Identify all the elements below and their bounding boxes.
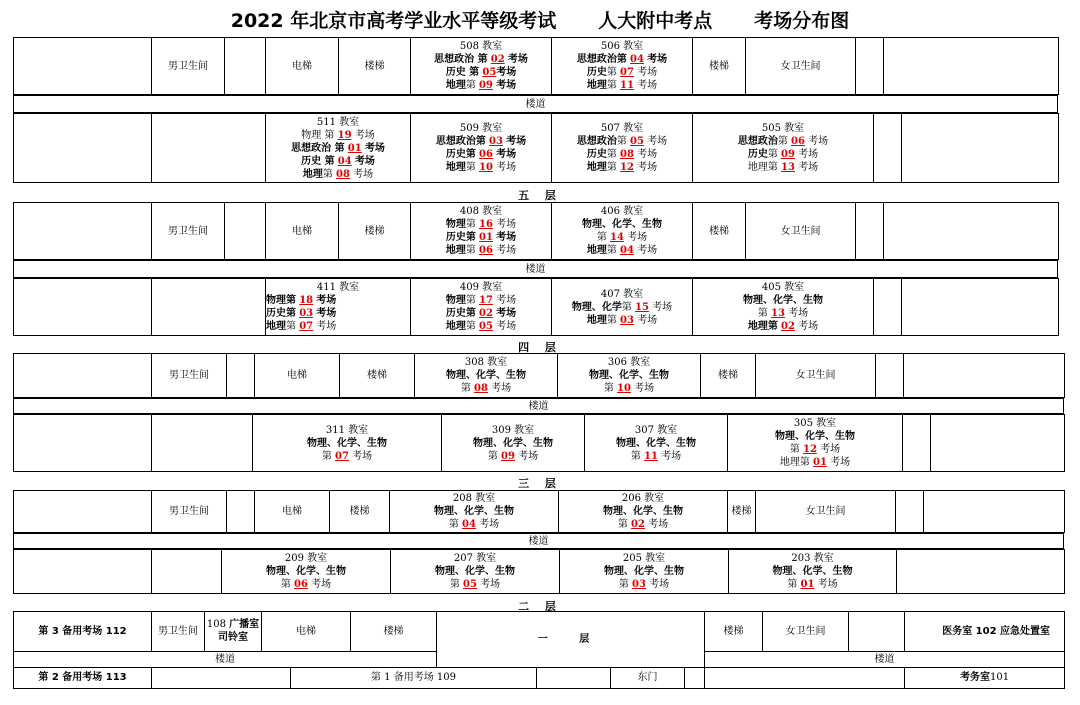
floor-4-label: 四 层 xyxy=(518,341,562,354)
room-406: 406 教室 物理、化学、生物 第 14 考场 地理第 04 考场 xyxy=(552,203,693,260)
floor-3-south-row xyxy=(13,414,1064,472)
corridor: 楼道 xyxy=(14,534,1064,549)
male-restroom: 男卫生间 xyxy=(152,203,225,260)
empty-cell xyxy=(225,203,266,260)
empty-cell xyxy=(152,667,291,688)
floor-5-north-row xyxy=(13,37,1058,95)
room-name: 307 教室 xyxy=(634,424,678,436)
empty-cell xyxy=(14,550,152,594)
floor-1-label: 一 层 xyxy=(437,612,705,668)
empty-cell xyxy=(152,114,266,183)
female-restroom: 女卫生间 xyxy=(756,354,876,398)
room-203: 203 教室 物理、化学、生物 第 01 考场 xyxy=(729,550,897,594)
room-108: 108 广播室 司铃室 xyxy=(205,612,262,652)
empty-cell xyxy=(849,612,905,652)
backup-exam-room-113: 第 2 备用考场 113 xyxy=(14,667,152,688)
corridor-west: 楼道 xyxy=(14,651,437,667)
room-name: 209 教室 xyxy=(284,553,328,564)
room-name: 205 教室 xyxy=(622,553,666,564)
room-507: 507 教室 思想政治第 05 考场 历史第 08 考场 地理第 12 考场 xyxy=(552,114,693,183)
exam-office-101: 考务室101 xyxy=(905,667,1065,688)
room-405: 405 教室 物理、化学、生物 第 13 考场 地理第 02 考场 xyxy=(693,279,874,336)
empty-cell xyxy=(884,203,1059,260)
room-name: 511 教室 xyxy=(316,116,360,128)
room-name: 406 教室 xyxy=(600,206,644,217)
room-name: 506 教室 xyxy=(600,41,644,52)
room-name: 207 教室 xyxy=(453,553,497,564)
elevator: 电梯 xyxy=(255,491,330,533)
female-restroom: 女卫生间 xyxy=(756,491,896,533)
empty-cell xyxy=(14,279,152,336)
room-name: 305 教室 xyxy=(793,418,837,429)
room-name: 407 教室 xyxy=(600,288,644,300)
room-408: 408 教室 物理第 16 考场 历史第 01 考场 地理第 06 考场 xyxy=(411,203,552,260)
empty-cell xyxy=(902,114,1059,183)
empty-cell xyxy=(537,667,611,688)
corridor: 楼道 xyxy=(14,96,1058,113)
room-508: 508 教室 思想政治 第 02 考场 历史 第 05考场 地理第 09 考场 xyxy=(411,38,552,95)
floor-2-label: 二 层 xyxy=(518,600,562,613)
room-409: 409 教室 物理第 17 考场 历史第 02 考场 地理第 05 考场 xyxy=(411,279,552,336)
empty-cell xyxy=(897,550,1065,594)
empty-cell xyxy=(14,38,152,95)
elevator: 电梯 xyxy=(266,38,339,95)
empty-cell xyxy=(924,491,1065,533)
empty-cell xyxy=(903,415,931,472)
floor-5-south-row xyxy=(13,113,1058,183)
floor-4-north-row xyxy=(13,202,1058,260)
empty-cell xyxy=(152,279,266,336)
empty-cell xyxy=(856,38,884,95)
stairs: 楼梯 xyxy=(339,203,411,260)
room-309: 309 教室 物理、化学、生物 第 09 考场 xyxy=(442,415,585,472)
empty-cell xyxy=(884,38,1059,95)
room-311: 311 教室 物理、化学、生物 第 07 考场 xyxy=(253,415,442,472)
room-name: 309 教室 xyxy=(491,424,535,436)
room-511: 511 教室 物理 第 19 考场 思想政治 第 01 考场 历史 第 04 考场 地理第 08 考场 xyxy=(266,114,411,183)
room-name: 306 教室 xyxy=(607,357,651,368)
empty-cell xyxy=(14,415,152,472)
stairs: 楼梯 xyxy=(693,203,746,260)
empty-cell xyxy=(931,415,1065,472)
backup-exam-room-112: 第 3 备用考场 112 xyxy=(14,612,152,652)
room-407: 407 教室 物理、化学第 15 考场 地理第 03 考场 xyxy=(552,279,693,336)
medical-room-102: 医务室 102 应急处置室 xyxy=(905,612,1065,652)
stairs: 楼梯 xyxy=(693,38,746,95)
room-307: 307 教室 物理、化学、生物 第 11 考场 xyxy=(585,415,728,472)
room-name: 206 教室 xyxy=(621,493,665,504)
room-name: 311 教室 xyxy=(325,424,369,436)
title-exam: 2022 年北京市高考学业水平等级考试 xyxy=(230,10,557,32)
male-restroom: 男卫生间 xyxy=(152,491,227,533)
elevator: 电梯 xyxy=(255,354,340,398)
room-506: 506 教室 思想政治第 04 考场 历史第 07 考场 地理第 11 考场 xyxy=(552,38,693,95)
floor-2-south-row xyxy=(13,549,1064,594)
empty-cell xyxy=(152,550,222,594)
room-name: 408 教室 xyxy=(459,206,503,217)
empty-cell xyxy=(904,354,1065,398)
empty-cell xyxy=(14,203,152,260)
room-505: 505 教室 思想政治第 06 考场 历史第 09 考场 地理第 13 考场 xyxy=(693,114,874,183)
room-name: 308 教室 xyxy=(464,357,508,368)
title-map: 考场分布图 xyxy=(754,10,850,32)
backup-exam-room-109: 第 1 备用考场 109 xyxy=(291,667,537,688)
floor-4-south-row xyxy=(13,278,1058,336)
corridor-east: 楼道 xyxy=(705,651,1065,667)
room-name: 405 教室 xyxy=(761,282,805,293)
male-restroom: 男卫生间 xyxy=(152,38,225,95)
empty-cell xyxy=(856,203,884,260)
floor-5-label: 五 层 xyxy=(518,189,562,202)
room-name: 411 教室 xyxy=(316,282,360,293)
room-name: 507 教室 xyxy=(600,123,644,134)
corridor: 楼道 xyxy=(14,399,1064,414)
stairs: 楼梯 xyxy=(728,491,756,533)
corridor: 楼道 xyxy=(14,261,1058,278)
empty-cell xyxy=(227,491,255,533)
room-name: 203 教室 xyxy=(791,553,834,564)
empty-cell xyxy=(874,279,902,336)
female-restroom: 女卫生间 xyxy=(746,38,856,95)
floor-4-corridor xyxy=(13,260,1058,278)
room-name: 508 教室 xyxy=(459,41,503,52)
stairs: 楼梯 xyxy=(705,612,763,652)
empty-cell xyxy=(685,667,705,688)
empty-cell xyxy=(705,667,905,688)
floor-1-plan xyxy=(13,611,1064,689)
floor-3-corridor xyxy=(13,398,1064,414)
room-209: 209 教室 物理、化学、生物 第 06 考场 xyxy=(222,550,391,594)
female-restroom: 女卫生间 xyxy=(763,612,849,652)
room-name: 505 教室 xyxy=(761,123,805,134)
empty-cell xyxy=(227,354,255,398)
empty-cell xyxy=(876,354,904,398)
elevator: 电梯 xyxy=(262,612,351,652)
empty-cell xyxy=(152,415,253,472)
stairs: 楼梯 xyxy=(340,354,415,398)
empty-cell xyxy=(14,114,152,183)
room-206: 206 教室 物理、化学、生物 第 02 考场 xyxy=(559,491,728,533)
female-restroom: 女卫生间 xyxy=(746,203,856,260)
empty-cell xyxy=(14,491,152,533)
east-gate: 东门 xyxy=(611,667,685,688)
floor-5-corridor xyxy=(13,95,1058,113)
room-207: 207 教室 物理、化学、生物 第 05 考场 xyxy=(391,550,560,594)
male-restroom: 男卫生间 xyxy=(152,612,205,652)
male-restroom: 男卫生间 xyxy=(152,354,227,398)
empty-cell xyxy=(14,354,152,398)
empty-cell xyxy=(874,114,902,183)
floor-2-north-row xyxy=(13,490,1064,533)
title-venue: 人大附中考点 xyxy=(598,10,713,32)
room-208: 208 教室 物理、化学、生物 第 04 考场 xyxy=(390,491,559,533)
stairs: 楼梯 xyxy=(701,354,756,398)
room-name: 509 教室 xyxy=(459,123,503,134)
room-306: 306 教室 物理、化学、生物 第 10 考场 xyxy=(558,354,701,398)
floor-3-label: 三 层 xyxy=(518,477,562,490)
room-name: 208 教室 xyxy=(452,493,496,504)
stairs: 楼梯 xyxy=(351,612,437,652)
room-308: 308 教室 物理、化学、生物 第 08 考场 xyxy=(415,354,558,398)
room-411: 411 教室 物理第 18 考场 历史第 03 考场 地理第 07 考场 xyxy=(266,279,411,336)
stairs: 楼梯 xyxy=(339,38,411,95)
empty-cell xyxy=(225,38,266,95)
empty-cell xyxy=(902,279,1059,336)
floor-3-north-row xyxy=(13,353,1064,398)
room-205: 205 教室 物理、化学、生物 第 03 考场 xyxy=(560,550,729,594)
room-name: 409 教室 xyxy=(459,282,503,293)
stairs: 楼梯 xyxy=(330,491,390,533)
floor-2-corridor xyxy=(13,533,1064,549)
elevator: 电梯 xyxy=(266,203,339,260)
room-305: 305 教室 物理、化学、生物 第 12 考场 地理第 01 考场 xyxy=(728,415,903,472)
empty-cell xyxy=(896,491,924,533)
room-509: 509 教室 思想政治第 03 考场 历史第 06 考场 地理第 10 考场 xyxy=(411,114,552,183)
